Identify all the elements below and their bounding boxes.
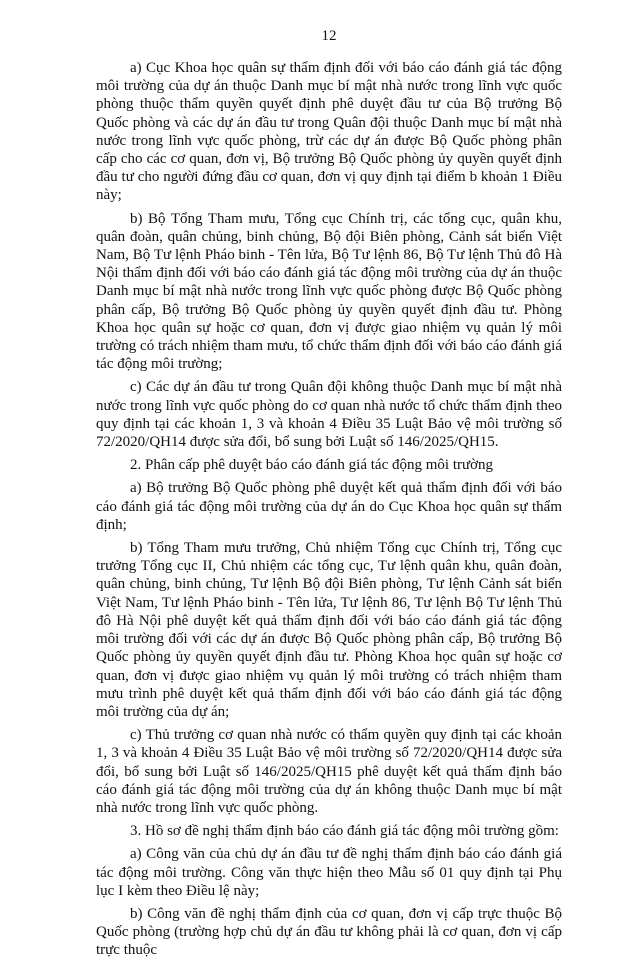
- paragraph-2a: a) Bộ trưởng Bộ Quốc phòng phê duyệt kết quả thẩm định đối với báo cáo đánh giá tác động môi trường của dự án do Cục Khoa học quân sự thẩm định;: [96, 480, 562, 533]
- paragraph-3a: a) Công văn của chủ dự án đầu tư đề nghị thẩm định báo cáo đánh giá tác động môi trường. Công văn thực hiện theo Mẫu số 01 quy định tại Phụ lục I kèm theo Điều lệ này;: [96, 846, 562, 899]
- section-heading-2: 2. Phân cấp phê duyệt báo cáo đánh giá tác động môi trường: [130, 457, 494, 474]
- paragraph-2b: b) Tổng Tham mưu trưởng, Chủ nhiệm Tổng cục Chính trị, Tổng cục trưởng Tổng cục II, Chủ nhiệm các tổng cục, Tư lệnh quân khu, quân đoàn, quân chủng, binh chủng, Tư lệnh Bộ đội Biên phòng, Tư lệnh Cảnh sát biển Việt Nam, Tư lệnh Pháo binh - Tên lửa, Tư lệnh 86, Tư lệnh Bộ Tư lệnh Thủ đô Hà Nội phê duyệt kết quả thẩm định đối với báo cáo đánh giá tác động môi trường đối với các dự án được Bộ Quốc phòng phân cấp, Bộ trưởng Bộ Quốc phòng ủy quyền quyết định đầu tư. Phòng Khoa học quân sự hoặc cơ quan, đơn vị được giao nhiệm vụ quản lý môi trường có trách nhiệm tham mưu trình phê duyệt kết quả thẩm định đối với báo cáo đánh giá tác động môi trường của dự án;: [96, 540, 562, 720]
- paragraph-3b: b) Công văn đề nghị thẩm định của cơ quan, đơn vị cấp trực thuộc Bộ Quốc phòng (trường hợp chủ dự án đầu tư không phải là cơ quan, đơn vị cấp trực thuộc: [96, 905, 562, 959]
- section-heading-3: 3. Hồ sơ đề nghị thẩm định báo cáo đánh giá tác động môi trường gồm:: [130, 823, 559, 840]
- paragraph-1c: c) Các dự án đầu tư trong Quân đội không thuộc Danh mục bí mật nhà nước trong lĩnh vực quốc phòng do cơ quan nhà nước tổ chức thẩm định theo quy định tại các khoản 1, 3 và khoản 4 Điều 35 Luật Bảo vệ môi trường số 72/2020/QH14 được sửa đổi, bổ sung bởi Luật số 146/2025/QH15.: [96, 379, 562, 451]
- document-body: [96, 59, 562, 960]
- paragraph-2c: c) Thủ trưởng cơ quan nhà nước có thẩm quyền quy định tại các khoản 1, 3 và khoản 4 Điều 35 Luật Bảo vệ môi trường số 72/2020/QH14 được sửa đổi, bổ sung bởi Luật số 146/2025/QH15 phê duyệt kết quả thẩm định báo cáo đánh giá tác động môi trường của dự án không thuộc Danh mục bí mật nhà nước trong lĩnh vực quốc phòng.: [96, 727, 562, 816]
- paragraph-1b: b) Bộ Tổng Tham mưu, Tổng cục Chính trị, các tổng cục, quân khu, quân đoàn, quân chủng, binh chủng, Bộ đội Biên phòng, Cảnh sát biển Việt Nam, Bộ Tư lệnh Pháo binh - Tên lửa, Bộ Tư lệnh 86, Bộ Tư lệnh Thủ đô Hà Nội thẩm định đối với báo cáo đánh giá tác động môi trường của dự án thuộc Danh mục bí mật nhà nước trong lĩnh vực quốc phòng được Bộ Quốc phòng phân cấp, Bộ trưởng Bộ Quốc phòng ủy quyền quyết định đầu tư. Phòng Khoa học quân sự hoặc cơ quan, đơn vị được giao nhiệm vụ quản lý môi trường có trách nhiệm tham mưu, tổ chức thẩm định đối với báo cáo đánh giá tác động môi trường;: [96, 210, 562, 373]
- paragraph-1a: a) Cục Khoa học quân sự thẩm định đối với báo cáo đánh giá tác động môi trường của dự án thuộc Danh mục bí mật nhà nước trong lĩnh vực quốc phòng thuộc thẩm quyền quyết định phê duyệt đầu tư của Bộ trưởng Bộ Quốc phòng và các dự án đầu tư trong Quân đội thuộc Danh mục bí mật nhà nước trong lĩnh vực quốc phòng, trừ các dự án được Bộ Quốc phòng phân cấp cho các cơ quan, đơn vị, Bộ trưởng Bộ Quốc phòng ủy quyền quyết định đầu tư cho người đứng đầu cơ quan, đơn vị quy định tại điểm b khoản 1 Điều này;: [96, 60, 562, 204]
- page-number: 12: [321, 28, 337, 44]
